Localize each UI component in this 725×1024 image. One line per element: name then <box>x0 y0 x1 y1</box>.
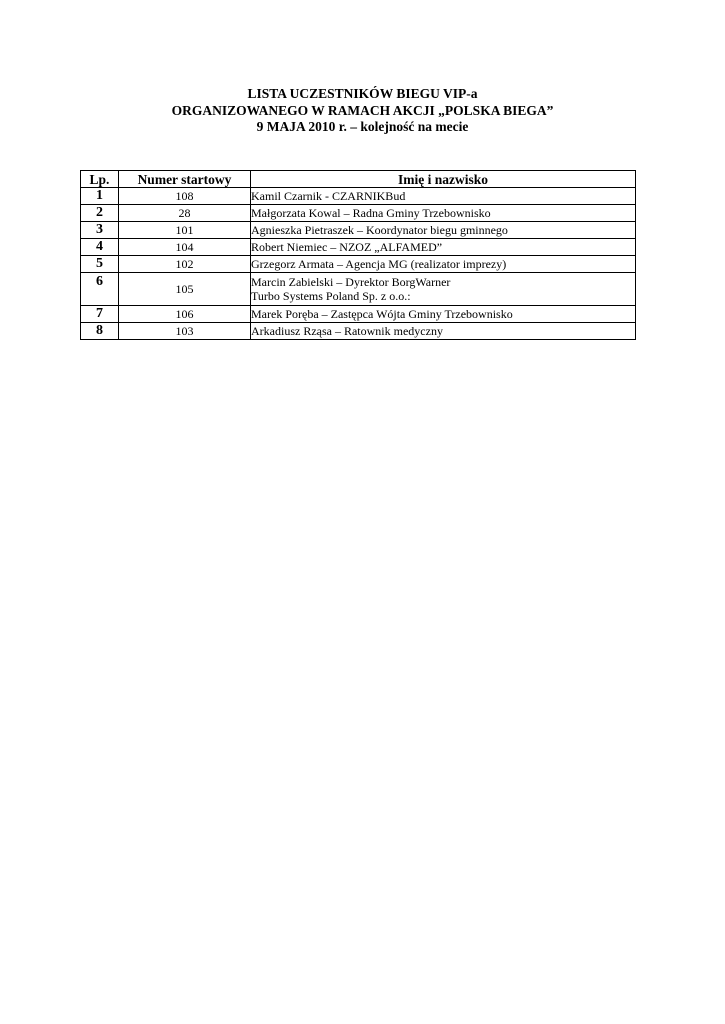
table-row <box>81 239 636 256</box>
name-line: Turbo Systems Poland Sp. z o.o.: <box>251 289 411 303</box>
cell-name <box>251 222 636 239</box>
header-name: Imię i nazwisko <box>251 171 636 188</box>
title-line-3: 9 MAJA 2010 r. – kolejność na mecie <box>256 119 469 134</box>
name-line: Robert Niemiec – NZOZ „ALFAMED” <box>251 240 443 254</box>
cell-lp: 6 <box>81 273 119 306</box>
name-line: Małgorzata Kowal – Radna Gminy Trzebownisko <box>251 206 491 220</box>
cell-start-number: 101 <box>119 222 251 239</box>
table-row <box>81 205 636 222</box>
table-row <box>81 273 636 306</box>
name-line: Kamil Czarnik - CZARNIKBud <box>251 189 406 203</box>
title-line-1: LISTA UCZESTNIKÓW BIEGU VIP-a <box>247 86 478 101</box>
cell-start-number: 102 <box>119 256 251 273</box>
header-start-number: Numer startowy <box>119 171 251 188</box>
participants-table <box>80 170 636 340</box>
table-row <box>81 188 636 205</box>
table-row <box>81 222 636 239</box>
cell-name <box>251 205 636 222</box>
cell-start-number: 28 <box>119 205 251 222</box>
table-row <box>81 256 636 273</box>
cell-start-number: 108 <box>119 188 251 205</box>
table-row <box>81 323 636 340</box>
name-line: Agnieszka Pietraszek – Koordynator biegu gminnego <box>251 223 508 237</box>
name-line: Marek Poręba – Zastępca Wójta Gminy Trzebownisko <box>251 307 513 321</box>
cell-lp: 4 <box>81 239 119 256</box>
cell-start-number: 105 <box>119 273 251 306</box>
cell-name <box>251 323 636 340</box>
cell-name <box>251 188 636 205</box>
header-lp: Lp. <box>81 171 119 188</box>
table-row <box>81 306 636 323</box>
cell-name <box>251 273 636 306</box>
cell-lp: 1 <box>81 188 119 205</box>
cell-name <box>251 256 636 273</box>
cell-start-number: 103 <box>119 323 251 340</box>
cell-name <box>251 306 636 323</box>
name-line: Arkadiusz Rząsa – Ratownik medyczny <box>251 324 443 338</box>
document-title <box>0 86 725 136</box>
cell-start-number: 104 <box>119 239 251 256</box>
cell-name <box>251 239 636 256</box>
cell-lp: 7 <box>81 306 119 323</box>
cell-lp: 5 <box>81 256 119 273</box>
cell-lp: 3 <box>81 222 119 239</box>
cell-start-number: 106 <box>119 306 251 323</box>
cell-lp: 8 <box>81 323 119 340</box>
name-line: Marcin Zabielski – Dyrektor BorgWarner <box>251 275 451 289</box>
name-line: Grzegorz Armata – Agencja MG (realizator imprezy) <box>251 257 507 271</box>
title-line-2: ORGANIZOWANEGO W RAMACH AKCJI „POLSKA BIEGA” <box>171 102 554 118</box>
cell-lp: 2 <box>81 205 119 222</box>
table-header-row <box>81 171 636 188</box>
